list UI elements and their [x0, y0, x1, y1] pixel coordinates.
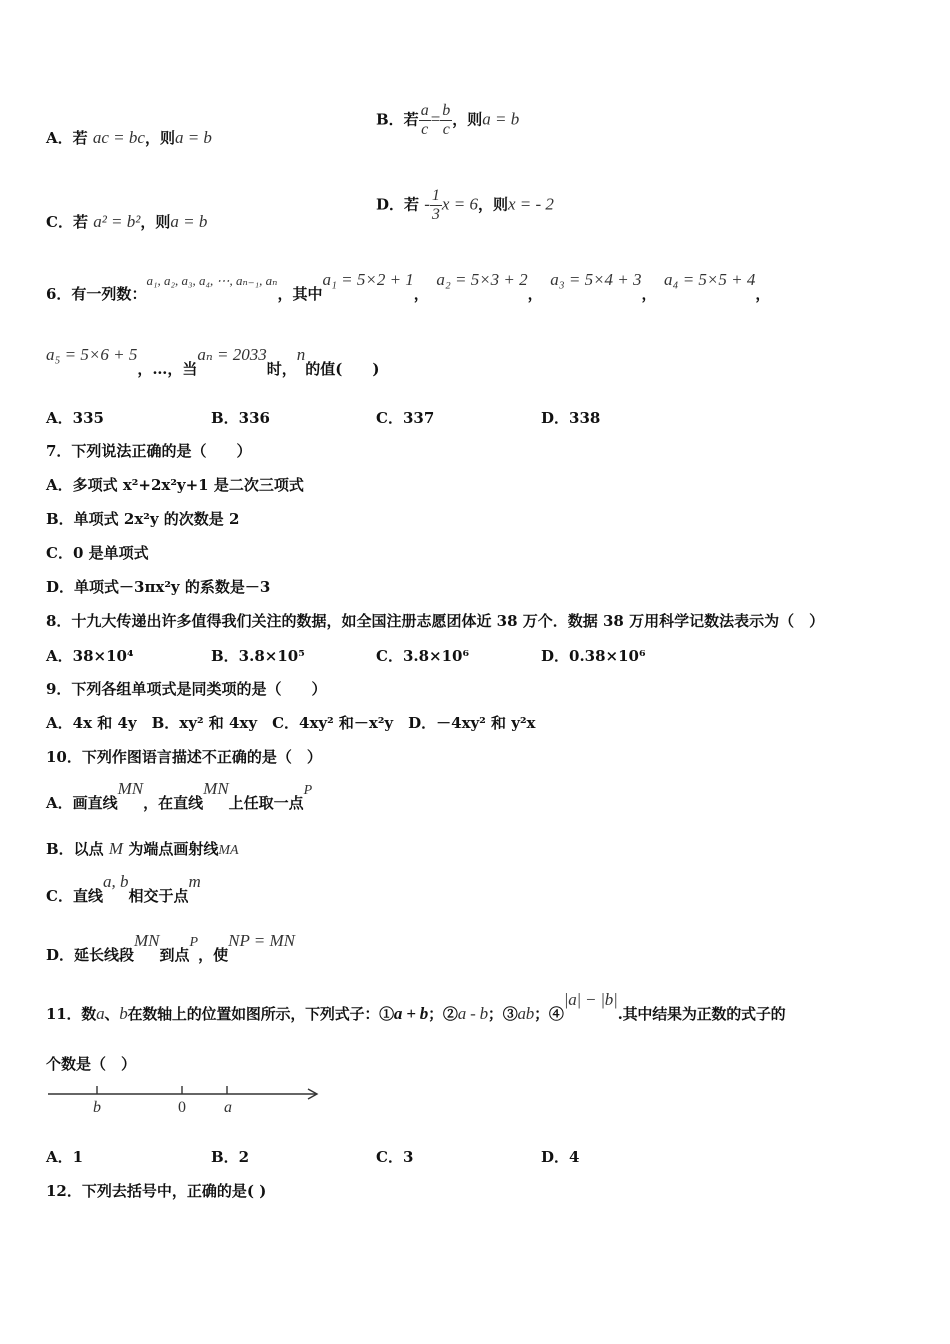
q9-options: A．4x 和 4y B．xy² 和 4xy C．4xy² 和－x²y D．－4xy² 和 y²x — [46, 714, 536, 732]
q12-stem: 12．下列去括号中，正确的是( ) — [46, 1182, 267, 1200]
label-b: b — [93, 1099, 101, 1116]
q11-stem-line2: 个数是（ ） — [46, 1055, 137, 1073]
q7-option-b: B．单项式 2x²y 的次数是 2 — [46, 510, 240, 528]
q8-option-c: C．3.8×10⁶ — [376, 647, 470, 665]
q10-stem: 10．下列作图语言描述不正确的是（ ） — [46, 748, 322, 766]
q8-option-d: D．0.38×10⁶ — [541, 647, 646, 665]
q7-option-c: C．0 是单项式 — [46, 544, 149, 562]
q7-stem: 7．下列说法正确的是（ ） — [46, 442, 252, 460]
q11-option-d: D．4 — [541, 1148, 580, 1166]
q8-option-a: A．38×10⁴ — [46, 647, 134, 665]
q5-option-a: A．若 ac = bc，则a = b — [46, 128, 212, 147]
q6-option-d: D．338 — [541, 409, 601, 427]
q9-stem: 9．下列各组单项式是同类项的是（ ） — [46, 680, 327, 698]
q10-option-c: C．直线a, b相交于点m — [46, 872, 201, 905]
q5-option-b: B．若 $\frac{a}{c}$ = $\frac{b}{c}$ ，则a = b — [376, 102, 520, 138]
label-zero: 0 — [178, 1099, 186, 1116]
q6-option-c: C．337 — [376, 409, 435, 427]
q10-option-d: D．延长线段MN到点P，使NP = MN — [46, 931, 295, 964]
q6-option-a: A．335 — [46, 409, 104, 427]
q5-option-c: C．若 a² = b²，则a = b — [46, 212, 208, 231]
q6-option-b: B．336 — [211, 409, 270, 427]
q11-option-b: B．2 — [211, 1148, 250, 1166]
q11-stem: 11．数a、b在数轴上的位置如图所示，下列式子：①a + b；②a - b；③ab；④|a| − |b|.其中结果为正数的式子的 — [46, 990, 786, 1023]
label-a: a — [224, 1099, 232, 1116]
q5-option-d: D．若 - $\frac{1}{3}$ x = 6，则x = - 2 — [376, 187, 554, 223]
q10-option-b: B．以点 M 为端点画射线MA — [46, 839, 239, 858]
q11-option-c: C．3 — [376, 1148, 414, 1166]
q11-option-a: A．1 — [46, 1148, 84, 1166]
q6-stem-line2: a₅ = 5×6 + 5，…，当aₙ = 2033时，n的值( ) — [46, 345, 380, 378]
q8-option-b: B．3.8×10⁵ — [211, 647, 305, 665]
q8-stem: 8．十九大传递出许多值得我们关注的数据，如全国注册志愿团体近 38 万个．数据 38 万用科学记数法表示为（ ） — [46, 612, 825, 630]
q6-stem: 6．有一列数：a₁, a₂, a₃, a₄, ⋯, aₙ₋₁, aₙ，其中a₁ = 5×2 + 1， a₂ = 5×3 + 2， a₃ = 5×4 + 3， a₄ = 5×5 + 4， — [46, 270, 771, 303]
number-line-figure — [40, 1078, 330, 1122]
q7-option-d: D．单项式－3πx²y 的系数是－3 — [46, 578, 271, 596]
q10-option-a: A．画直线MN，在直线MN上任取一点P — [46, 779, 313, 812]
q7-option-a: A．多项式 x²+2x²y+1 是二次三项式 — [46, 476, 304, 494]
